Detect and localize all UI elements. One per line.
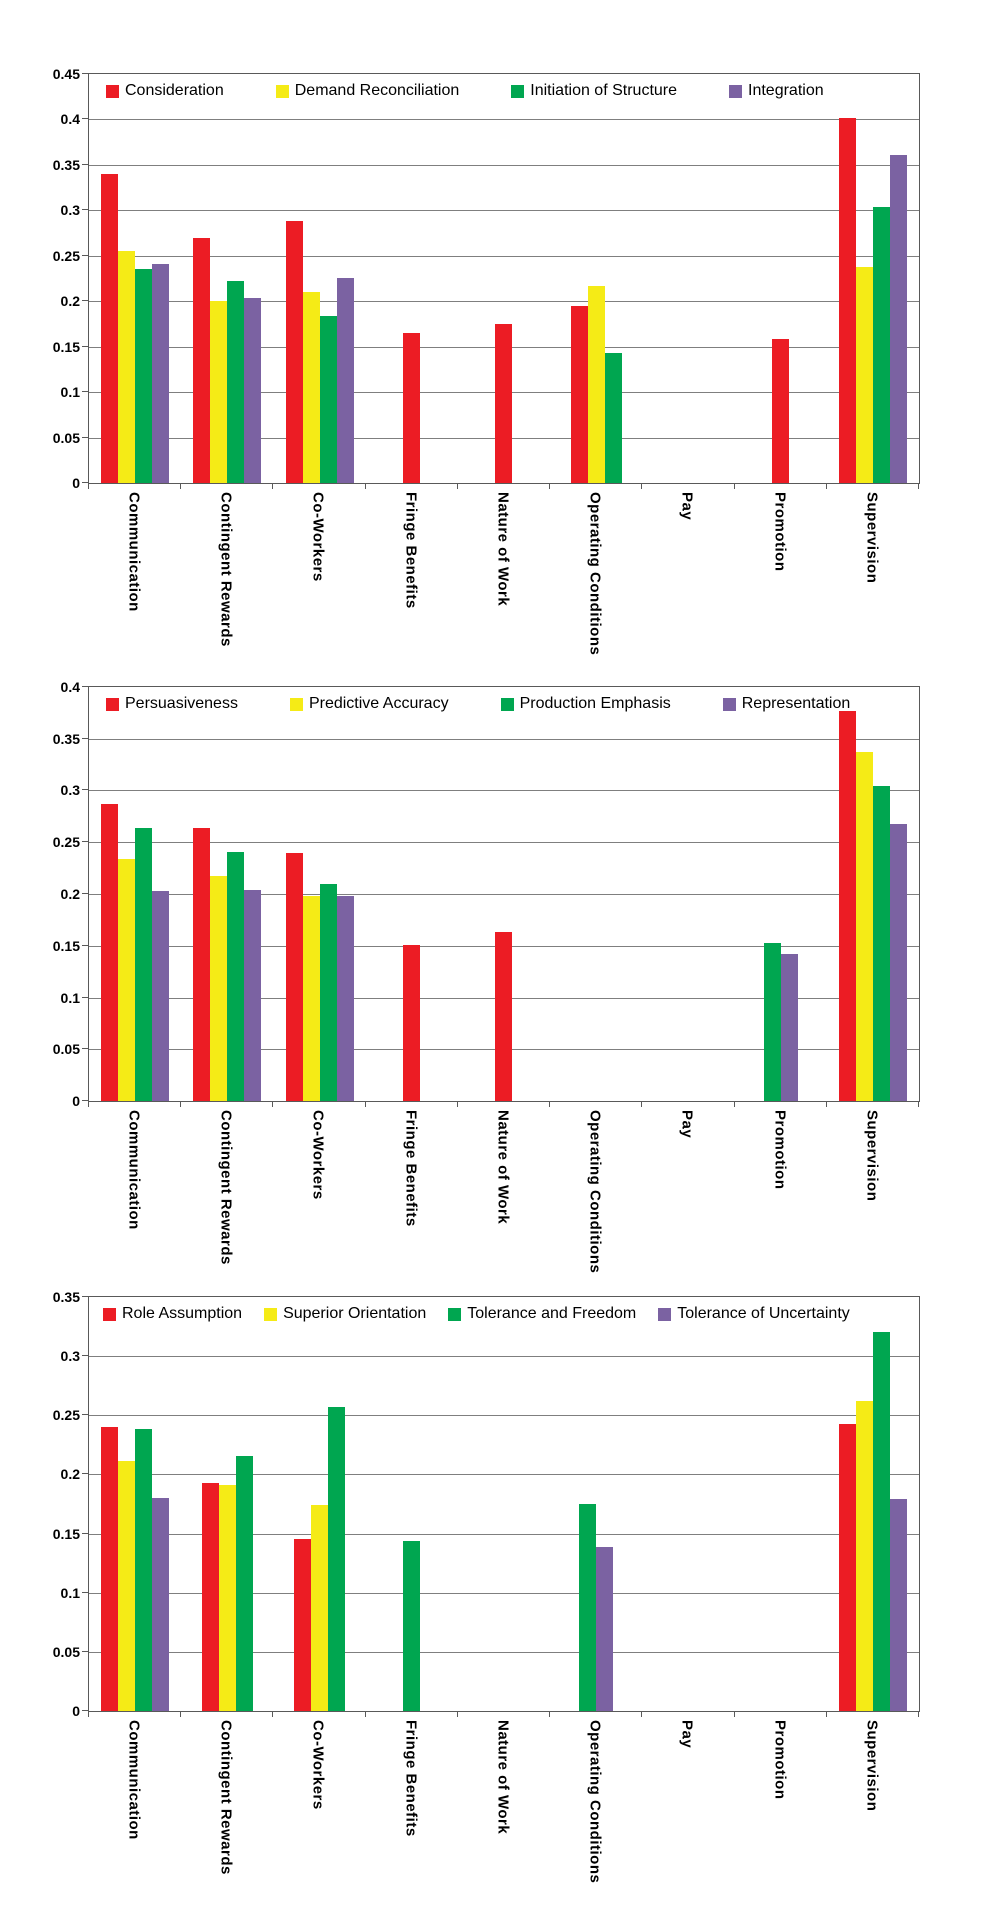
x-label-text: Nature of Work [494,1720,512,1835]
bar-group-contingent-rewards [181,1297,273,1711]
bar-tolerance-and-freedom-contingent-rewards [236,1456,253,1711]
bar-group-communication [89,74,181,483]
bar-persuasiveness-fringe-benefits [403,945,420,1101]
y-tick-label: 0.4 [60,679,80,695]
x-tick-mark [734,1711,735,1717]
x-label-nature-of-work [457,492,549,692]
bar-group-promotion [735,687,827,1101]
x-tick-mark [549,483,550,489]
x-label-communication [88,492,180,692]
legend-label: Demand Reconciliation [294,82,460,99]
bar-integration-co-workers [337,278,354,483]
bar-group-co-workers [273,1297,365,1711]
y-tick-mark [82,1048,88,1049]
x-tick-mark [734,483,735,489]
bar-production-emphasis-co-workers [320,884,337,1101]
bar-group-communication [89,1297,181,1711]
bar-representation-co-workers [337,896,354,1101]
bar-group-co-workers [273,687,365,1101]
bar-predictive-accuracy-contingent-rewards [210,876,227,1101]
legend-item-predictive-accuracy [290,695,449,713]
x-tick-mark [457,1101,458,1107]
legend-label: Tolerance of Uncertainty [677,1305,850,1322]
y-tick-mark [82,686,88,687]
x-label-supervision [826,1110,918,1310]
x-label-pay [641,1110,733,1310]
legend-swatch-predictive-accuracy [290,698,303,711]
bar-tolerance-and-freedom-operating-conditions [579,1504,596,1711]
bar-representation-contingent-rewards [244,890,261,1101]
bar-persuasiveness-nature-of-work [495,932,512,1101]
x-label-text: Operating Conditions [586,1720,604,1884]
bar-tolerance-and-freedom-co-workers [328,1407,345,1711]
bar-tolerance-of-uncertainty-operating-conditions [596,1547,613,1711]
x-label-communication [88,1110,180,1310]
bar-group-fringe-benefits [366,1297,458,1711]
bar-representation-supervision [890,824,907,1101]
x-label-text: Communication [125,492,143,612]
legend-item-representation [723,695,851,713]
legend-label: Tolerance and Freedom [467,1305,637,1322]
y-tick-label: 0.05 [52,1644,80,1660]
x-tick-mark [918,1101,919,1107]
x-label-text: Fringe Benefits [402,492,420,609]
bar-predictive-accuracy-communication [118,859,135,1101]
x-label-contingent-rewards [180,492,272,692]
x-label-promotion [734,1720,826,1920]
y-tick-label: 0.2 [60,886,80,902]
bar-superior-orientation-contingent-rewards [219,1485,236,1711]
bar-persuasiveness-communication [101,804,118,1101]
bar-integration-contingent-rewards [244,298,261,483]
x-tick-mark [180,483,181,489]
y-tick-mark [82,1651,88,1652]
bar-group-supervision [827,74,919,483]
y-tick-label: 0.15 [52,938,80,954]
bar-group-supervision [827,1297,919,1711]
legend-swatch-consideration [106,85,119,98]
legend [89,82,919,100]
plot-area [88,1296,920,1712]
bar-role-assumption-communication [101,1427,118,1711]
bar-predictive-accuracy-supervision [856,752,873,1101]
x-label-communication [88,1720,180,1920]
bar-demand-reconciliation-operating-conditions [588,286,605,483]
bar-persuasiveness-contingent-rewards [193,828,210,1101]
x-tick-mark [918,483,919,489]
y-tick-mark [82,164,88,165]
bar-persuasiveness-supervision [839,711,856,1101]
y-tick-mark [82,1533,88,1534]
y-tick-mark [82,997,88,998]
x-label-promotion [734,1110,826,1310]
x-label-operating-conditions [549,492,641,692]
x-label-text: Pay [678,1110,696,1139]
legend-label: Persuasiveness [125,695,238,712]
x-label-fringe-benefits [365,492,457,692]
bar-group-fringe-benefits [366,687,458,1101]
y-tick-mark [82,1473,88,1474]
x-label-operating-conditions [549,1110,641,1310]
x-label-co-workers [272,1720,364,1920]
plot-area [88,686,920,1102]
bar-superior-orientation-co-workers [311,1505,328,1711]
bar-group-nature-of-work [458,687,550,1101]
y-tick-label: 0.45 [52,66,80,82]
x-label-text: Promotion [771,1720,789,1800]
x-label-text: Contingent Rewards [217,492,235,647]
bar-initiation-of-structure-supervision [873,207,890,483]
bar-predictive-accuracy-co-workers [303,896,320,1101]
legend-swatch-initiation-of-structure [511,85,524,98]
y-tick-label: 0.3 [60,202,80,218]
x-label-text: Fringe Benefits [402,1720,420,1837]
y-tick-label: 0.35 [52,1289,80,1305]
y-tick-label: 0.35 [52,731,80,747]
x-tick-mark [88,1101,89,1107]
x-tick-mark [272,1101,273,1107]
legend-swatch-integration [729,85,742,98]
y-tick-mark [82,255,88,256]
y-tick-mark [82,300,88,301]
x-label-contingent-rewards [180,1720,272,1920]
legend-swatch-representation [723,698,736,711]
legend-swatch-production-emphasis [501,698,514,711]
bar-tolerance-and-freedom-supervision [873,1332,890,1711]
x-label-co-workers [272,1110,364,1310]
legend-item-consideration [106,82,224,100]
bar-consideration-supervision [839,118,856,483]
bar-group-contingent-rewards [181,74,273,483]
bar-persuasiveness-co-workers [286,853,303,1101]
bar-demand-reconciliation-co-workers [303,292,320,483]
y-tick-mark [82,945,88,946]
y-tick-label: 0.2 [60,293,80,309]
x-tick-mark [641,1101,642,1107]
x-label-fringe-benefits [365,1110,457,1310]
y-tick-mark [82,346,88,347]
x-tick-mark [272,1711,273,1717]
x-label-supervision [826,492,918,692]
legend-swatch-demand-reconciliation [276,85,289,98]
x-label-text: Pay [678,492,696,521]
bar-consideration-co-workers [286,221,303,483]
x-label-text: Operating Conditions [586,1110,604,1274]
bar-initiation-of-structure-operating-conditions [605,353,622,483]
bar-role-assumption-co-workers [294,1539,311,1711]
y-tick-mark [82,1355,88,1356]
x-label-text: Contingent Rewards [217,1110,235,1265]
x-tick-mark [826,1711,827,1717]
x-tick-mark [826,1101,827,1107]
bar-group-promotion [735,74,827,483]
plot-area [88,73,920,484]
legend-item-persuasiveness [106,695,238,713]
bar-production-emphasis-promotion [764,943,781,1101]
x-label-nature-of-work [457,1110,549,1310]
bar-group-nature-of-work [458,74,550,483]
bar-tolerance-of-uncertainty-supervision [890,1499,907,1711]
bar-initiation-of-structure-contingent-rewards [227,281,244,483]
bar-consideration-promotion [772,339,789,483]
bar-production-emphasis-communication [135,828,152,1101]
x-label-promotion [734,492,826,692]
x-label-text: Supervision [863,1110,881,1202]
bar-group-promotion [735,1297,827,1711]
x-label-text: Nature of Work [494,1110,512,1225]
bar-superior-orientation-communication [118,1461,135,1711]
legend-label: Production Emphasis [519,695,671,712]
x-tick-mark [641,1711,642,1717]
bar-group-pay [642,1297,734,1711]
bar-group-nature-of-work [458,1297,550,1711]
x-tick-mark [365,1101,366,1107]
x-label-text: Co-Workers [309,492,327,582]
bar-tolerance-and-freedom-communication [135,1429,152,1711]
bar-group-pay [642,74,734,483]
x-tick-mark [918,1711,919,1717]
x-label-text: Fringe Benefits [402,1110,420,1227]
bar-group-fringe-benefits [366,74,458,483]
x-label-contingent-rewards [180,1110,272,1310]
bar-integration-supervision [890,155,907,483]
bar-consideration-operating-conditions [571,306,588,483]
x-tick-mark [180,1101,181,1107]
y-tick-label: 0.25 [52,834,80,850]
y-tick-label: 0 [72,475,80,491]
bar-group-contingent-rewards [181,687,273,1101]
y-tick-mark [82,118,88,119]
y-tick-label: 0.35 [52,157,80,173]
x-label-operating-conditions [549,1720,641,1920]
legend-label: Predictive Accuracy [308,695,449,712]
y-tick-mark [82,73,88,74]
x-label-text: Promotion [771,1110,789,1190]
x-label-pay [641,492,733,692]
y-tick-label: 0.1 [60,384,80,400]
bar-group-operating-conditions [550,1297,642,1711]
bar-consideration-contingent-rewards [193,238,210,483]
y-tick-label: 0.25 [52,248,80,264]
x-label-text: Supervision [863,1720,881,1812]
bar-role-assumption-supervision [839,1424,856,1711]
y-tick-label: 0.1 [60,990,80,1006]
x-tick-mark [457,483,458,489]
x-label-text: Communication [125,1720,143,1840]
legend-label: Representation [741,695,851,712]
x-label-text: Contingent Rewards [217,1720,235,1875]
y-tick-mark [82,738,88,739]
y-tick-mark [82,893,88,894]
x-tick-mark [88,483,89,489]
x-label-pay [641,1720,733,1920]
x-tick-mark [826,483,827,489]
x-label-fringe-benefits [365,1720,457,1920]
y-tick-label: 0.3 [60,1348,80,1364]
legend-label: Integration [748,82,824,99]
legend-label: Role Assumption [122,1305,243,1322]
bar-tolerance-and-freedom-fringe-benefits [403,1541,420,1711]
bar-integration-communication [152,264,169,483]
bar-group-operating-conditions [550,687,642,1101]
bar-representation-communication [152,891,169,1101]
x-tick-mark [365,1711,366,1717]
bar-tolerance-of-uncertainty-communication [152,1498,169,1711]
bar-superior-orientation-supervision [856,1401,873,1711]
legend-item-demand-reconciliation [276,82,460,100]
x-tick-mark [272,483,273,489]
x-tick-mark [641,483,642,489]
bar-group-supervision [827,687,919,1101]
x-label-text: Operating Conditions [586,492,604,656]
x-label-text: Co-Workers [309,1720,327,1810]
x-label-supervision [826,1720,918,1920]
legend-swatch-persuasiveness [106,698,119,711]
legend-item-initiation-of-structure [511,82,677,100]
x-label-co-workers [272,492,364,692]
y-tick-label: 0.15 [52,1526,80,1542]
legend-label: Consideration [125,82,224,99]
bar-group-pay [642,687,734,1101]
y-tick-mark [82,1592,88,1593]
x-tick-mark [180,1711,181,1717]
bar-group-operating-conditions [550,74,642,483]
x-tick-mark [457,1711,458,1717]
y-tick-label: 0.25 [52,1407,80,1423]
x-tick-mark [88,1711,89,1717]
bar-demand-reconciliation-supervision [856,267,873,483]
bar-group-communication [89,687,181,1101]
x-label-text: Communication [125,1110,143,1230]
y-tick-label: 0.1 [60,1585,80,1601]
bar-consideration-communication [101,174,118,483]
y-tick-mark [82,1414,88,1415]
bar-representation-promotion [781,954,798,1101]
y-tick-label: 0.05 [52,430,80,446]
y-tick-mark [82,1296,88,1297]
x-label-text: Nature of Work [494,492,512,607]
y-tick-mark [82,789,88,790]
y-tick-label: 0.05 [52,1041,80,1057]
legend-label: Superior Orientation [283,1305,427,1322]
x-tick-mark [549,1101,550,1107]
x-tick-mark [734,1101,735,1107]
x-label-text: Supervision [863,492,881,584]
y-tick-label: 0 [72,1093,80,1109]
bar-production-emphasis-contingent-rewards [227,852,244,1101]
x-tick-mark [549,1711,550,1717]
y-tick-mark [82,437,88,438]
y-tick-label: 0.4 [60,111,80,127]
x-tick-mark [365,483,366,489]
bar-initiation-of-structure-communication [135,269,152,483]
bar-consideration-fringe-benefits [403,333,420,483]
bar-production-emphasis-supervision [873,786,890,1101]
bar-demand-reconciliation-contingent-rewards [210,301,227,483]
x-label-text: Pay [678,1720,696,1749]
y-tick-label: 0.15 [52,339,80,355]
bar-group-co-workers [273,74,365,483]
x-label-text: Promotion [771,492,789,572]
legend-item-integration [729,82,824,100]
bar-demand-reconciliation-communication [118,251,135,483]
legend-label: Initiation of Structure [530,82,678,99]
y-tick-mark [82,841,88,842]
x-label-nature-of-work [457,1720,549,1920]
y-tick-label: 0 [72,1703,80,1719]
legend-item-production-emphasis [501,695,671,713]
bar-role-assumption-contingent-rewards [202,1483,219,1711]
bar-consideration-nature-of-work [495,324,512,483]
y-tick-mark [82,391,88,392]
x-label-text: Co-Workers [309,1110,327,1200]
bar-initiation-of-structure-co-workers [320,316,337,483]
y-tick-mark [82,209,88,210]
y-tick-label: 0.3 [60,782,80,798]
legend [89,695,919,713]
y-tick-label: 0.2 [60,1466,80,1482]
